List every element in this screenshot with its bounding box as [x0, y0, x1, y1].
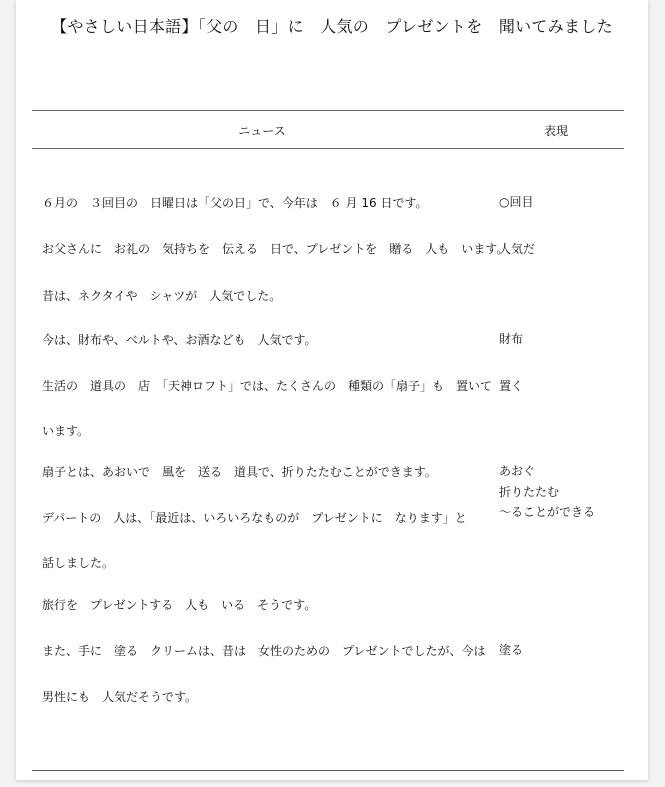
news-line: 今は、財布や、ベルトや、お酒なども 人気です。	[42, 333, 317, 347]
news-line: ６月の ３回目の 日曜日は「父の日」で、今年は ６ 月 16 日です。	[42, 196, 428, 210]
news-line: また、手に 塗る クリームは、昔は 女性のための プレゼントでしたが、今は	[42, 644, 486, 658]
expression-item: 人気だ	[499, 242, 536, 256]
expression-item: あおぐ	[499, 464, 536, 478]
news-line: 扇子とは、あおいで 風を 送る 道具で、折りたたむことができます。	[42, 465, 437, 479]
news-line: お父さんに お礼の 気持ちを 伝える 日で、プレゼントを 贈る 人も います。	[42, 242, 509, 256]
page-title: 【やさしい日本語】「父の 日」に 人気の プレゼントを 聞いてみました	[51, 17, 613, 36]
news-line: 生活の 道具の 店 「天神ロフト」では、たくさんの 種類の「扇子」も 置いて	[42, 379, 493, 393]
header-news: ニュース	[238, 124, 286, 138]
news-line: います。	[42, 424, 90, 438]
document-page	[16, 0, 648, 780]
header-expression: 表現	[544, 124, 569, 138]
table-top-rule	[32, 110, 624, 111]
table-header-rule	[32, 148, 624, 149]
news-line: デパートの 人は、「最近は、いろいろなものが プレゼントに なります」と	[42, 511, 467, 525]
expression-item: 財布	[499, 332, 524, 346]
news-line: 話しました。	[42, 556, 115, 570]
expression-item: 塗る	[499, 643, 524, 657]
expression-item: ○回目	[499, 195, 534, 209]
expression-item: ～ることができる	[499, 505, 596, 519]
table-bottom-rule	[32, 770, 624, 771]
news-line: 旅行を プレゼントする 人も いる そうです。	[42, 598, 317, 612]
expression-item: 置く	[499, 379, 524, 393]
expression-item: 折りたたむ	[499, 485, 560, 499]
news-line: 男性にも 人気だそうです。	[42, 690, 198, 704]
news-line: 昔は、ネクタイや シャツが 人気でした。	[42, 289, 282, 303]
